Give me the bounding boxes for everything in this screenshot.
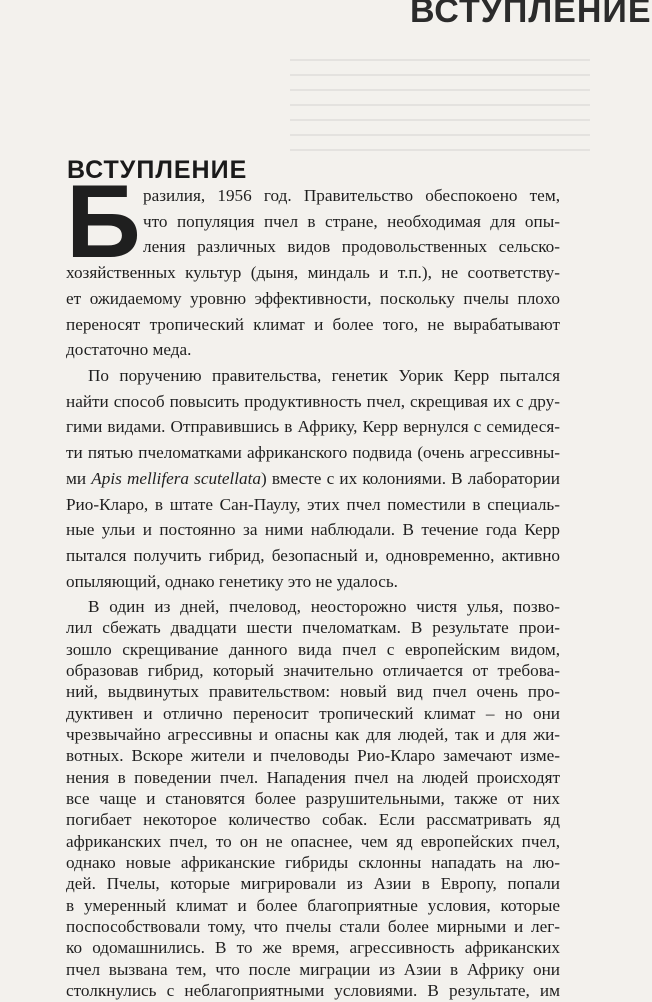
text-line: достаточно меда. [66, 340, 192, 359]
section-title: ВСТУПЛЕНИЕ [67, 156, 248, 184]
text-line: хозяйственных культур (дыня, миндаль и т.п.), не соответству- [66, 263, 560, 282]
running-header: ВСТУПЛЕНИЕ [410, 0, 652, 30]
text-line: вотных. Вскоре жители и пчеловоды Рио-Кларо замечают изме- [66, 746, 560, 766]
text-line: ний, выдвинутых правительством: новый вид пчел очень про- [66, 682, 560, 702]
text-line: пчел вызвана тем, что после миграции из Азии в Африку они [66, 959, 560, 979]
drop-cap: Б [66, 164, 141, 280]
species-name-italic: Apis mellifera scutellata [91, 469, 262, 488]
text-line: переносят тропический климат и более того, не вырабатывают [66, 315, 560, 334]
text-line: дуктивен и отлично переносит тропический климат – но они [66, 703, 560, 723]
text-line: найти способ повысить продуктивность пчел, скрещивая их с дру- [66, 392, 560, 411]
text-line: что популяция пчел в стране, необходимая для опы- [143, 212, 560, 231]
text-line: африканских пчел, то он не опаснее, чем яд европейских пчел, [66, 831, 560, 851]
show-through-texture [290, 46, 590, 166]
text-line: разилия, 1956 год. Правительство обеспокоено тем, [143, 186, 560, 205]
text-line: ет ожидаемому уровню эффективности, поскольку пчелы плохо [66, 289, 560, 308]
text-segment: ) вместе с их колониями. В лаборатории [261, 469, 560, 488]
text-line: дей. Пчелы, которые мигрировали из Азии в Европу, попали [66, 874, 560, 894]
text-line: поспособствовали тому, что пчелы стали более мирными и лег- [66, 917, 560, 936]
text-line [66, 468, 560, 490]
text-line: нения в поведении пчел. Нападения пчел на людей происходят [66, 767, 560, 787]
text-line: чрезвычайно агрессивны и опасны как для людей, так и для жи- [66, 725, 560, 744]
text-line: в умеренный климат и более благоприятные условия, которые [66, 895, 560, 915]
text-line: опыляющий, однако генетику это не удалось. [66, 572, 398, 591]
text-line: гими видами. Отправившись в Африку, Керр вернулся с семидеся- [66, 417, 560, 436]
text-line: однако новые африканские гибриды склонны нападать на лю- [66, 853, 560, 872]
text-line: По поручению правительства, генетик Уорик Керр пытался [88, 366, 560, 385]
text-line: Рио-Кларо, в штате Сан-Паулу, этих пчел поместили в специаль- [66, 495, 560, 514]
text-line: ко одомашнились. В то же время, агрессивность африканских [66, 938, 560, 958]
text-line: пытался получить гибрид, безопасный и, одновременно, активно [66, 546, 560, 565]
text-line: ные ульи и постоянно за ними наблюдали. В течение года Керр [66, 520, 560, 539]
text-line: ти пятью пчеломатками африканского подвида (очень агрессивны- [66, 443, 560, 462]
text-line: все чаще и становятся более разрушительными, также от них [66, 789, 560, 808]
text-line: столкнулись с неблагоприятными условиями. В результате, им [66, 981, 560, 1000]
text-line: В один из дней, пчеловод, неосторожно чистя улья, позво- [88, 597, 560, 616]
text-line: погибает некоторое количество собак. Если рассматривать яд [66, 810, 560, 830]
text-line: лил сбежать двадцати шести пчеломаткам. В результате прои- [66, 618, 560, 638]
text-segment: ми [66, 469, 92, 488]
text-line: образовав гибрид, который значительно отличается от требова- [66, 661, 560, 680]
text-line: ления различных видов продовольственных сельско- [143, 237, 560, 256]
text-line: зошло скрещивание данного вида пчел с европейским видом, [66, 639, 560, 659]
